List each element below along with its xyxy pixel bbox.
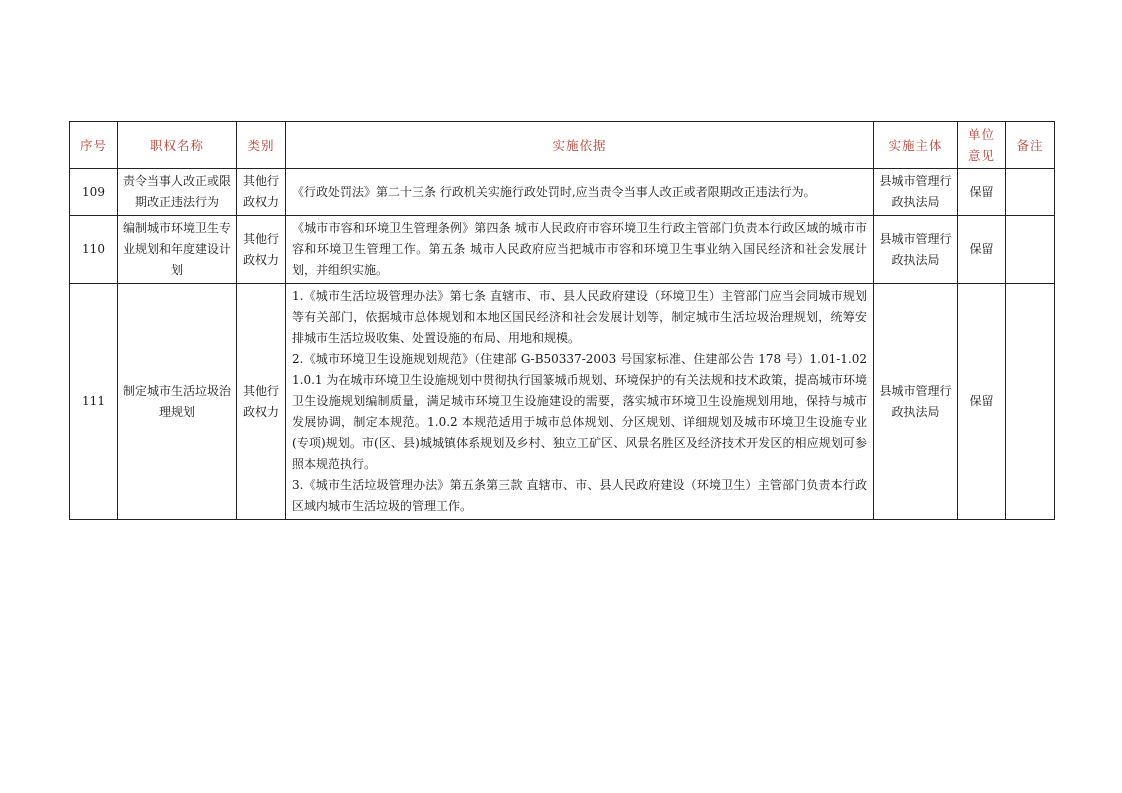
- header-remark: 备注: [1006, 122, 1055, 169]
- basis-paragraph: 3.《城市生活垃圾管理办法》第五条第三款 直辖市、市、县人民政府建设（环境卫生）主管部门负责本行政区域内城市生活垃圾的管理工作。: [292, 478, 867, 513]
- table-row: [70, 216, 1055, 284]
- table-row: [70, 284, 1055, 520]
- header-opinion: 单位意见: [958, 122, 1006, 169]
- cell-subject: 县城市管理行政执法局: [874, 169, 958, 216]
- cell-name: 编制城市环境卫生专业规划和年度建设计划: [118, 216, 237, 284]
- header-row: [70, 122, 1055, 169]
- cell-category: 其他行政权力: [237, 216, 286, 284]
- header-seq: 序号: [70, 122, 118, 169]
- basis-paragraph: 《行政处罚法》第二十三条 行政机关实施行政处罚时,应当责令当事人改正或者限期改正违法行为。: [292, 184, 816, 199]
- basis-paragraph: 2.《城市环境卫生设施规划规范》（住建部 G-B50337-2003 号国家标准、住建部公告 178 号）1.01-1.021.0.1 为在城市环境卫生设施规划中贯彻执行国篆城币规划、环境保护的有关法规和技术政策，提高城市环境卫生设施规划编制质量，满足城市环境卫生设施建设的需要，落实城市环境卫生设施规划用地，保持与城市发展协调，制定本规范。1.0.2 本规范适用于城市总体规划、分区规划、详细规划及城市环境卫生设施专业(专项)规划。市(区、县)城城镇体系规划及乡村、独立工矿区、风景名胜区及经济技术开发区的相应规划可参照本规范执行。: [292, 352, 867, 471]
- cell-remark: [1006, 169, 1055, 216]
- cell-basis: [286, 216, 874, 284]
- cell-basis: [286, 284, 874, 520]
- cell-remark: [1006, 216, 1055, 284]
- cell-name: 制定城市生活垃圾治理规划: [118, 284, 237, 520]
- header-category: 类别: [237, 122, 286, 169]
- powers-table: [69, 121, 1055, 520]
- cell-category: 其他行政权力: [237, 169, 286, 216]
- cell-basis: [286, 169, 874, 216]
- cell-opinion: 保留: [958, 284, 1006, 520]
- cell-name: 责令当事人改正或限期改正违法行为: [118, 169, 237, 216]
- cell-seq: 110: [70, 216, 118, 284]
- basis-paragraph: 《城市市容和环境卫生管理条例》第四条 城市人民政府市容环境卫生行政主管部门负责本行政区域的城市市容和环境卫生管理工作。第五条 城市人民政府应当把城市市容和环境卫生事业纳入国民经济和社会发展计划，并组织实施。: [292, 221, 867, 277]
- header-basis: 实施依据: [286, 122, 874, 169]
- header-subject: 实施主体: [874, 122, 958, 169]
- basis-paragraph: 1.《城市生活垃圾管理办法》第七条 直辖市、市、县人民政府建设（环境卫生）主管部门应当会同城市规划等有关部门，依据城市总体规划和本地区国民经济和社会发展计划等，制定城市生活垃圾治理规划，统筹安排城市生活垃圾收集、处置设施的布局、用地和规模。: [292, 289, 867, 345]
- cell-category: 其他行政权力: [237, 284, 286, 520]
- cell-seq: 109: [70, 169, 118, 216]
- cell-seq: 111: [70, 284, 118, 520]
- cell-opinion: 保留: [958, 169, 1006, 216]
- cell-subject: 县城市管理行政执法局: [874, 216, 958, 284]
- cell-opinion: 保留: [958, 216, 1006, 284]
- cell-subject: 县城市管理行政执法局: [874, 284, 958, 520]
- table-row: [70, 169, 1055, 216]
- cell-remark: [1006, 284, 1055, 520]
- header-name: 职权名称: [118, 122, 237, 169]
